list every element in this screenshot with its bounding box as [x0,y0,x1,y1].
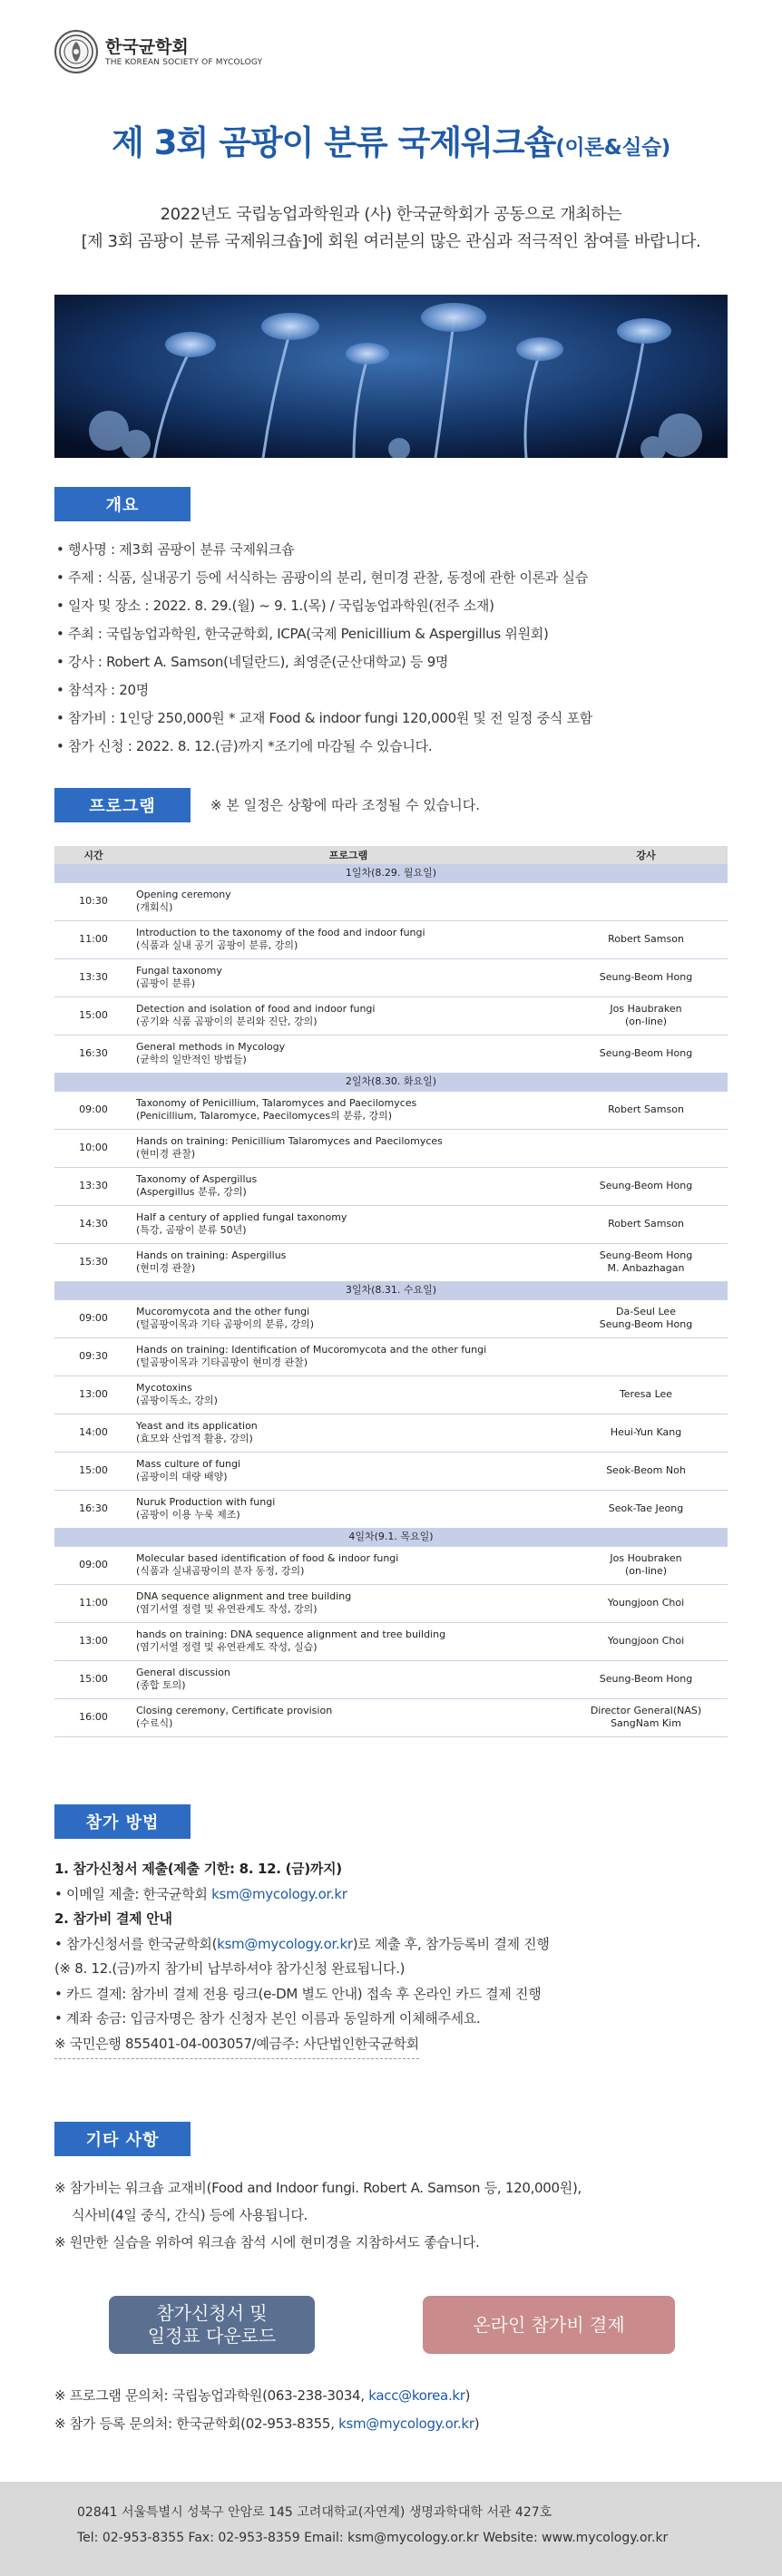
session-row [54,920,728,958]
session-title-kr: (식품과 실내 공기 곰팡이 분류, 강의) [136,939,298,951]
session-title-kr: (수료식) [136,1717,173,1729]
session-title-en: Hands on training: Penicillium Talaromyces and Paecilomyces [136,1135,443,1147]
session-title-en: Taxonomy of Aspergillus [136,1173,258,1185]
session-title [132,1129,564,1167]
session-time: 14:00 [54,1414,132,1452]
contact-registration-email[interactable]: ksm@mycology.or.kr [338,2416,474,2432]
etc-heading: 기타 사항 [54,2122,191,2156]
session-time: 16:30 [54,1490,132,1528]
session-title [132,1299,564,1337]
session-title-en: DNA sequence alignment and tree building [136,1590,352,1602]
join-section [54,1857,728,2059]
session-title-en: Fungal taxonomy [136,965,222,977]
join-email-link[interactable]: ksm@mycology.or.kr [211,1885,347,1902]
session-title-en: Hands on training: Identification of Mucoromycota and the other fungi [136,1344,487,1356]
join-l1-email-link[interactable]: ksm@mycology.or.kr [217,1935,353,1952]
download-button-line-1: 참가신청서 및 [156,2302,268,2324]
session-time: 13:30 [54,1167,132,1205]
hero-image [54,295,728,458]
payment-button-label: 온라인 참가비 결제 [473,2313,625,2336]
session-title-kr: (현미경 관찰) [136,1148,196,1160]
title-sub: (이론&실습) [555,136,670,160]
overview-heading: 개요 [54,487,191,521]
session-title [132,1490,564,1528]
day-label: 3일차(8.31. 수요일) [54,1281,728,1299]
program-header-row [54,846,728,864]
join-email-label: • 이메일 제출: 한국균학회 [54,1885,212,1902]
bank-account: ※ 국민은행 855401-04-003057/예금주: 사단법인한국균학회 [54,2032,419,2060]
session-time: 09:00 [54,1546,132,1584]
session-time: 13:00 [54,1375,132,1414]
download-form-button[interactable] [109,2296,315,2354]
overview-item: • 주최 : 국립농업과학원, 한국균학회, ICPA(국제 Penicillium & Aspergillus 위원회) [56,626,549,642]
overview-item: • 일자 및 장소 : 2022. 8. 29.(월) ~ 9. 1.(목) / 국립농업과학원(전주 소재) [56,598,494,614]
col-program: 프로그램 [132,846,564,864]
join-l1-prefix: • 참가신청서를 한국균학회( [54,1935,218,1952]
overview-item: • 주제 : 식품, 실내공기 등에 서식하는 곰팡이의 분리, 현미경 관찰, 동정에 관한 이론과 실습 [56,569,588,586]
org-name-en: THE KOREAN SOCIETY OF MYCOLOGY [105,58,263,67]
session-title-en: Mycotoxins [136,1382,192,1394]
page-title [0,115,782,164]
session-title [132,1584,564,1622]
session-time: 16:30 [54,1035,132,1073]
session-row [54,1698,728,1736]
session-row [54,1129,728,1167]
join-step-2: 2. 참가비 결제 안내 [54,1910,172,1927]
day-row [54,1528,728,1546]
session-speaker [564,1129,728,1167]
session-title-en: Hands on training: Aspergillus [136,1249,287,1261]
session-title [132,1205,564,1243]
session-time: 15:00 [54,1660,132,1698]
day-row [54,864,728,882]
session-title [132,882,564,920]
session-row [54,1584,728,1622]
session-title-kr: (균학의 일반적인 방법들) [136,1054,247,1065]
overview-item: • 행사명 : 제3회 곰팡이 분류 국제워크숍 [56,541,295,558]
session-title-en: Opening ceremony [136,889,231,900]
session-row [54,1091,728,1129]
intro-line-1: 2022년도 국립농업과학원과 (사) 한국균학회가 공동으로 개최하는 [160,205,622,224]
session-title [132,920,564,958]
download-button-line-2: 일정표 다운로드 [147,2325,277,2347]
session-row [54,1490,728,1528]
session-title-kr: (털곰팡이목과 기타곰팡이 현미경 관찰) [136,1356,308,1368]
session-title-kr: (Penicillium, Talaromyce, Paecilomyces의 분류, 강의) [136,1110,392,1122]
intro-line-2: [제 3회 곰팡이 분류 국제워크숍]에 회원 여러분의 많은 관심과 적극적인 참여를 바랍니다. [81,232,701,251]
session-title [132,1337,564,1375]
session-title-kr: (곰팡이독소, 강의) [136,1395,218,1406]
session-speaker: Seung-Beom Hong M. Anbazhagan [564,1243,728,1281]
join-deadline-note: (※ 8. 12.(금)까지 참가비 납부하셔야 참가신청 완료됩니다.) [54,1960,406,1977]
day-row [54,1073,728,1091]
session-title-en: General discussion [136,1667,230,1678]
contacts-section [54,2382,479,2438]
session-row [54,1452,728,1490]
session-title-kr: (식품과 실내곰팡이의 분자 동정, 강의) [136,1565,305,1577]
session-time: 10:00 [54,1129,132,1167]
session-row [54,1622,728,1660]
session-row [54,1375,728,1414]
session-speaker: Seung-Beom Hong [564,1167,728,1205]
session-title [132,1035,564,1073]
title-main: 제 3회 곰팡이 분류 국제워크숍 [112,123,556,162]
session-title-kr: (염기서열 정렬 및 유연관계도 작성, 강의) [136,1603,318,1615]
session-time: 09:00 [54,1299,132,1337]
join-heading: 참가 방법 [54,1804,191,1839]
session-time: 11:00 [54,920,132,958]
session-title-en: Molecular based identification of food & indoor fungi [136,1552,399,1564]
session-title-kr: (공기와 식품 곰팡이의 분리와 진단, 강의) [136,1016,318,1027]
footer-contact: Tel: 02-953-8355 Fax: 02-953-8359 Email: ksm@mycology.or.kr Website: www.mycology.or.kr [77,2531,669,2545]
join-step-1: 1. 참가신청서 제출(제출 기한: 8. 12. (금)까지) [54,1861,342,1877]
overview-item: • 참석자 : 20명 [56,682,149,698]
program-table [54,846,728,1737]
session-title-en: Closing ceremony, Certificate provision [136,1705,333,1716]
session-row [54,1035,728,1073]
session-speaker: Director General(NAS) SangNam Kim [564,1698,728,1736]
session-title [132,1243,564,1281]
session-title-en: Detection and isolation of food and indoor fungi [136,1003,376,1015]
session-row [54,1546,728,1584]
session-speaker: Da-Seul Lee Seung-Beom Hong [564,1299,728,1337]
session-row [54,1167,728,1205]
session-time: 16:00 [54,1698,132,1736]
day-row [54,1281,728,1299]
session-row [54,1299,728,1337]
col-speaker: 강사 [564,846,728,864]
day-label: 1일차(8.29. 월요일) [54,864,728,882]
etc-line-1: ※ 참가비는 워크숍 교재비(Food and Indoor fungi. Robert A. Samson 등, 120,000원), [54,2180,582,2196]
site-header [54,27,262,76]
session-time: 13:00 [54,1622,132,1660]
session-speaker: Seung-Beom Hong [564,1660,728,1698]
session-title [132,996,564,1035]
contact-registration-label: ※ 참가 등록 문의처: 한국균학회(02-953-8355, [54,2416,339,2432]
session-title-en: Mass culture of fungi [136,1458,241,1470]
session-speaker: Robert Samson [564,920,728,958]
session-title [132,1660,564,1698]
session-title [132,1375,564,1414]
session-title-kr: (털곰팡이목과 기타 곰팡이의 분류, 강의) [136,1318,315,1330]
session-speaker [564,882,728,920]
join-transfer: • 계좌 송금: 입금자명은 참가 신청자 본인 이름과 동일하게 이체해주세요. [54,2010,481,2027]
session-title-kr: (효모와 산업적 활용, 강의) [136,1433,253,1444]
session-title-en: Nuruk Production with fungi [136,1496,276,1508]
session-time: 11:00 [54,1584,132,1622]
session-title-kr: (염기서열 정렬 및 유연관계도 작성, 실습) [136,1641,318,1653]
session-time: 15:00 [54,1452,132,1490]
session-row [54,1414,728,1452]
session-title-kr: (종합 토의) [136,1679,186,1691]
contact-program-label: ※ 프로그램 문의처: 국립농업과학원(063-238-3034, [54,2387,369,2404]
session-speaker: Seok-Beom Noh [564,1452,728,1490]
session-title-kr: (개회식) [136,901,173,913]
day-label: 2일차(8.30. 화요일) [54,1073,728,1091]
session-row [54,1243,728,1281]
session-title-kr: (Aspergillus 분류, 강의) [136,1186,247,1198]
overview-item: • 참가 신청 : 2022. 8. 12.(금)까지 *조기에 마감될 수 있습니다. [56,738,433,754]
session-title-en: Introduction to the taxonomy of the food and indoor fungi [136,927,425,938]
session-time: 09:30 [54,1337,132,1375]
session-speaker: Robert Samson [564,1091,728,1129]
session-speaker: Robert Samson [564,1205,728,1243]
overview-item: • 강사 : Robert A. Samson(네덜란드), 최영준(군산대학교) 등 9명 [56,654,449,670]
session-time: 15:30 [54,1243,132,1281]
session-title-en: Taxonomy of Penicillium, Talaromyces and Paecilomyces [136,1097,417,1109]
join-l1-suffix: )로 제출 후, 참가등록비 결제 진행 [352,1935,550,1952]
session-title [132,958,564,996]
day-label: 4일차(9.1. 목요일) [54,1528,728,1546]
footer [0,2482,782,2576]
org-name: 한국균학회 [105,37,189,57]
session-title [132,1546,564,1584]
session-title-en: Half a century of applied fungal taxonomy [136,1211,347,1223]
session-speaker: Youngjoon Choi [564,1584,728,1622]
session-title-kr: (현미경 관찰) [136,1262,196,1274]
join-card-payment: • 카드 결제: 참가비 결제 전용 링크(e-DM 별도 안내) 접속 후 온라인 카드 결제 진행 [54,1985,542,2002]
contact-registration-suffix: ) [474,2416,480,2432]
session-speaker: Seok-Tae Jeong [564,1490,728,1528]
session-row [54,996,728,1035]
session-title [132,1452,564,1490]
etc-line-2: 식사비(4일 중식, 간식) 등에 사용됩니다. [72,2207,308,2223]
session-speaker: Seung-Beom Hong [564,1035,728,1073]
session-row [54,1660,728,1698]
society-logo [54,30,98,73]
session-title-kr: (곰팡이 분류) [136,977,196,989]
session-speaker: Youngjoon Choi [564,1622,728,1660]
session-time: 09:00 [54,1091,132,1129]
contact-program-suffix: ) [464,2387,471,2404]
session-title-en: hands on training: DNA sequence alignment and tree building [136,1628,446,1640]
intro-text [36,201,746,256]
session-time: 14:30 [54,1205,132,1243]
session-speaker: Jos Haubraken (on-line) [564,996,728,1035]
session-title-en: General methods in Mycology [136,1041,286,1053]
session-speaker: Jos Houbraken (on-line) [564,1546,728,1584]
session-title [132,1698,564,1736]
program-heading: 프로그램 [54,788,191,822]
etc-section [54,2174,728,2256]
session-title [132,1414,564,1452]
session-title-kr: (곰팡이 이용 누룩 제조) [136,1509,240,1521]
contact-program-email[interactable]: kacc@korea.kr [368,2387,465,2404]
session-row [54,958,728,996]
session-time: 10:30 [54,882,132,920]
session-speaker [564,1337,728,1375]
session-time: 15:00 [54,996,132,1035]
session-title [132,1091,564,1129]
session-speaker: Teresa Lee [564,1375,728,1414]
overview-list [56,536,728,761]
session-title [132,1622,564,1660]
session-row [54,1337,728,1375]
session-title [132,1167,564,1205]
session-title-kr: (특강, 곰팡이 분류 50년) [136,1224,247,1236]
etc-line-3: ※ 원만한 실습을 위하여 워크숍 참석 시에 현미경을 지참하셔도 좋습니다. [54,2234,480,2250]
online-payment-button[interactable] [423,2296,675,2354]
col-time: 시간 [54,846,132,864]
session-time: 13:30 [54,958,132,996]
session-row [54,882,728,920]
overview-item: • 참가비 : 1인당 250,000원 * 교재 Food & indoor fungi 120,000원 및 전 일정 중식 포함 [56,710,592,726]
session-title-kr: (곰팡이의 대량 배양) [136,1471,228,1482]
session-title-en: Yeast and its application [136,1420,258,1432]
program-note: ※ 본 일정은 상황에 따라 조정될 수 있습니다. [210,797,481,813]
footer-address: 02841 서울특별시 성북구 안암로 145 고려대학교(자연계) 생명과학대학 서관 427호 [77,2505,552,2520]
session-speaker: Heui-Yun Kang [564,1414,728,1452]
session-speaker: Seung-Beom Hong [564,958,728,996]
session-title-en: Mucoromycota and the other fungi [136,1306,310,1317]
session-row [54,1205,728,1243]
